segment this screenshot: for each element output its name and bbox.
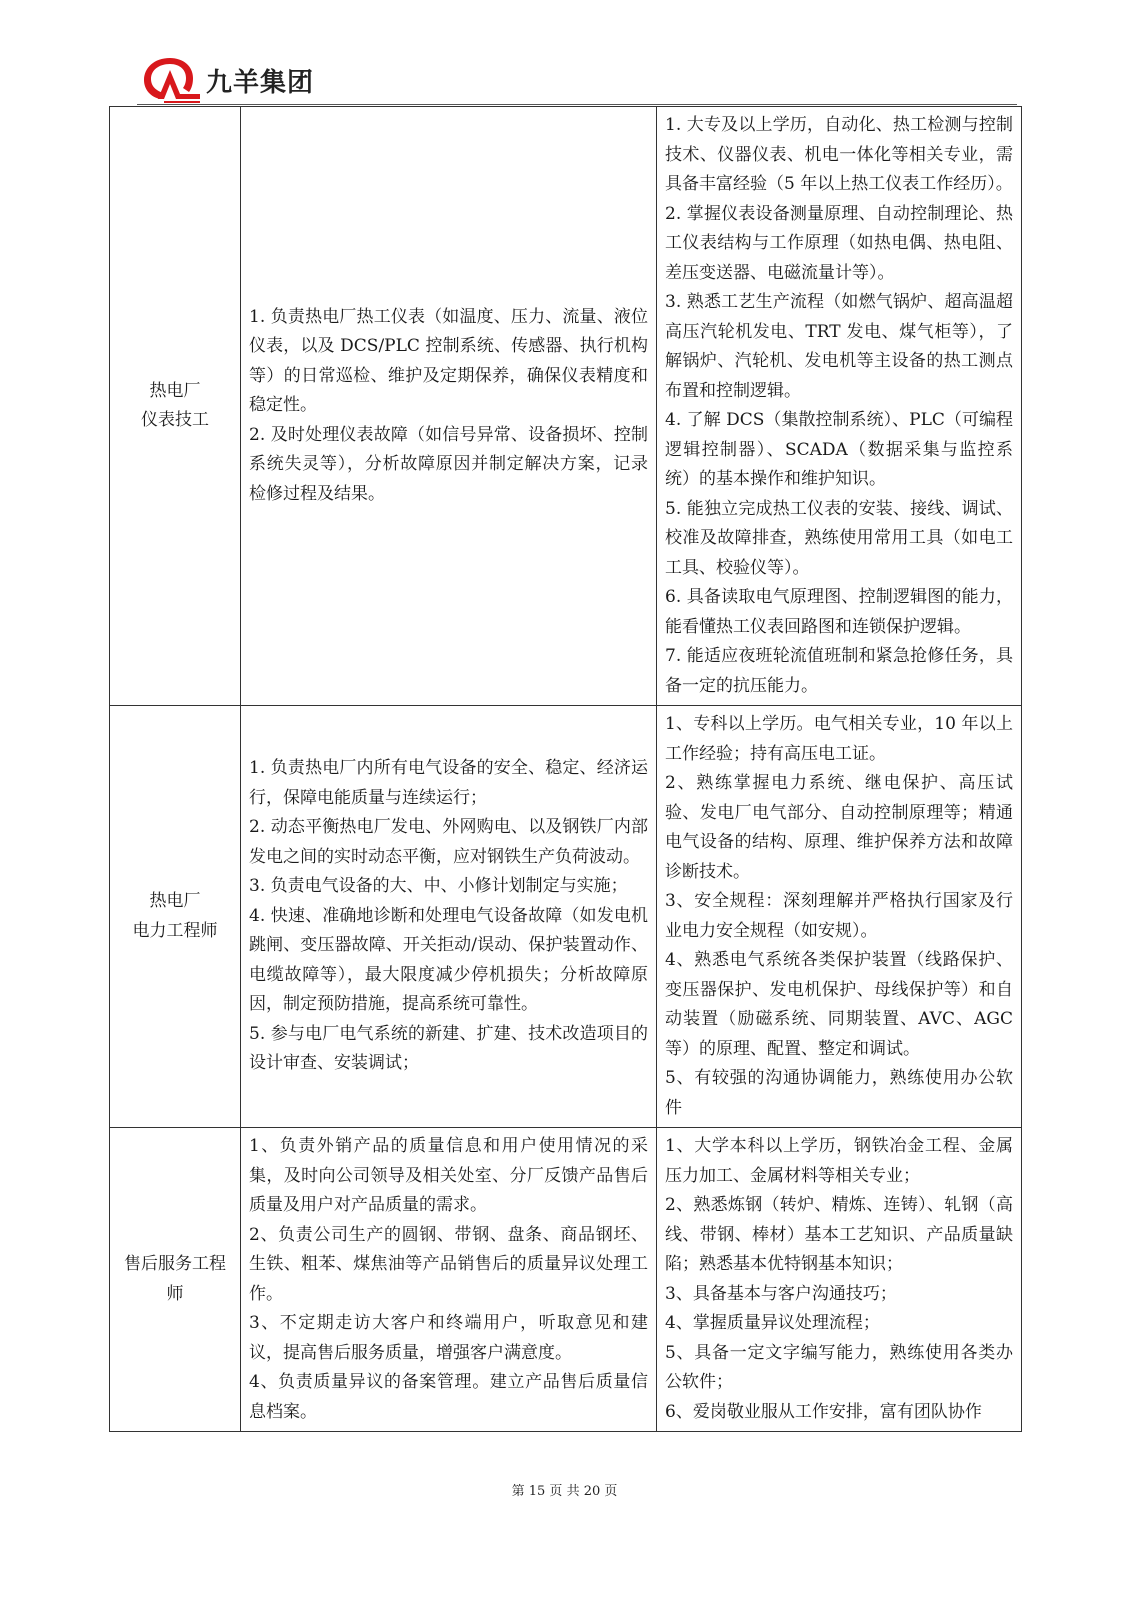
- requirement-item: 2、熟悉炼钢（转炉、精炼、连铸）、轧钢（高线、带钢、棒材）基本工艺知识、产品质量缺陷；熟悉基本优特钢基本知识；: [665, 1195, 1013, 1274]
- table-row: [110, 107, 1022, 706]
- duty-item: 1. 负责热电厂热工仪表（如温度、压力、流量、液位仪表，以及 DCS/PLC 控制系统、传感器、执行机构等）的日常巡检、维护及定期保养，确保仪表精度和稳定性。: [249, 306, 648, 416]
- requirement-item: 3、安全规程：深刻理解并严格执行国家及行业电力安全规程（如安规）。: [665, 891, 1013, 941]
- job-requirements-cell: [657, 1128, 1022, 1432]
- job-title-line: 仪表技工: [141, 410, 209, 430]
- requirement-item: 3、具备基本与客户沟通技巧；: [665, 1283, 897, 1304]
- requirement-item: 6、爱岗敬业服从工作安排，富有团队协作: [665, 1401, 982, 1422]
- duty-item: 1. 负责热电厂内所有电气设备的安全、稳定、经济运行，保障电能质量与连续运行；: [249, 758, 648, 808]
- requirement-item: 5. 能独立完成热工仪表的安装、接线、调试、校准及故障排查，熟练使用常用工具（如电工工具、校验仪等）。: [665, 498, 1013, 578]
- requirement-item: 6. 具备读取电气原理图、控制逻辑图的能力，能看懂热工仪表回路图和连锁保护逻辑。: [665, 587, 1013, 637]
- job-requirements-cell: [657, 706, 1022, 1128]
- table-row: [110, 706, 1022, 1128]
- job-title-line: 热电厂: [149, 891, 201, 911]
- duty-item: 2、负责公司生产的圆钢、带钢、盘条、商品钢坯、生铁、粗苯、煤焦油等产品销售后的质量异议处理工作。: [249, 1224, 648, 1304]
- page-number: 第 15 页 共 20 页: [511, 1484, 618, 1499]
- requirement-item: 5、具备一定文字编写能力，熟练使用各类办公软件；: [665, 1342, 1013, 1392]
- job-duties-cell: [241, 1128, 657, 1432]
- duty-item: 1、负责外销产品的质量信息和用户使用情况的采集，及时向公司领导及相关处室、分厂反馈产品售后质量及用户对产品质量的需求。: [249, 1136, 648, 1215]
- job-title-line: 热电厂: [149, 380, 201, 401]
- requirement-item: 1. 大专及以上学历，自动化、热工检测与控制技术、仪器仪表、机电一体化等相关专业，需具备丰富经验（5 年以上热工仪表工作经历）。: [665, 115, 1013, 194]
- requirement-item: 1、专科以上学历。电气相关专业，10 年以上工作经验；持有高压电工证。: [665, 714, 1013, 764]
- duty-item: 3、不定期走访大客户和终端用户，听取意见和建议，提高售后服务质量，增强客户满意度。: [249, 1313, 648, 1363]
- requirement-item: 4、掌握质量异议处理流程；: [665, 1313, 880, 1333]
- duty-item: 4、负责质量异议的备案管理。建立产品售后质量信息档案。: [249, 1372, 648, 1422]
- requirement-item: 2、熟练掌握电力系统、继电保护、高压试验、发电厂电气部分、自动控制原理等；精通电气设备的结构、原理、维护保养方法和故障诊断技术。: [665, 773, 1013, 882]
- requirement-item: 1、大学本科以上学历，钢铁冶金工程、金属压力加工、金属材料等相关专业；: [665, 1136, 1013, 1186]
- job-title-line: 售后服务工程: [124, 1254, 226, 1274]
- table-row: [110, 1128, 1022, 1432]
- job-duties-cell: [241, 706, 657, 1128]
- job-duties-cell: [241, 107, 657, 706]
- page-header: [140, 52, 1020, 104]
- requirement-item: 7. 能适应夜班轮流值班制和紧急抢修任务，具备一定的抗压能力。: [665, 646, 1013, 696]
- duty-item: 5. 参与电厂电气系统的新建、扩建、技术改造项目的设计审查、安装调试；: [249, 1023, 648, 1074]
- job-table: [109, 106, 1022, 1432]
- duty-item: 2. 动态平衡热电厂发电、外网购电、以及钢铁厂内部发电之间的实时动态平衡，应对钢铁生产负荷波动。: [249, 817, 648, 867]
- job-title-line: 师: [166, 1283, 184, 1304]
- requirement-item: 4、熟悉电气系统各类保护装置（线路保护、变压器保护、发电机保护、母线保护等）和自动装置（励磁系统、同期装置、AVC、AGC等）的原理、配置、整定和调试。: [665, 950, 1013, 1059]
- requirement-item: 2. 掌握仪表设备测量原理、自动控制理论、热工仪表结构与工作原理（如热电偶、热电阻、差压变送器、电磁流量计等）。: [665, 203, 1013, 283]
- requirement-item: 4. 了解 DCS（集散控制系统）、PLC（可编程逻辑控制器）、SCADA（数据采集与监控系统）的基本操作和维护知识。: [665, 410, 1013, 489]
- brand-name: 九羊集团: [206, 68, 315, 98]
- jiuyang-logo-icon: [140, 52, 204, 104]
- job-requirements-cell: [657, 107, 1022, 706]
- requirement-item: 3. 熟悉工艺生产流程（如燃气锅炉、超高温超高压汽轮机发电、TRT 发电、煤气柜等），了解锅炉、汽轮机、发电机等主设备的热工测点布置和控制逻辑。: [665, 292, 1013, 401]
- requirement-item: 5、有较强的沟通协调能力，熟练使用办公软件: [665, 1068, 1013, 1118]
- job-title-cell: [110, 706, 241, 1128]
- duty-item: 3. 负责电气设备的大、中、小修计划制定与实施；: [249, 876, 628, 897]
- job-title-cell: [110, 1128, 241, 1432]
- duty-item: 2. 及时处理仪表故障（如信号异常、设备损坏、控制系统失灵等），分析故障原因并制定解决方案，记录检修过程及结果。: [249, 424, 648, 504]
- header-divider: [137, 104, 1017, 105]
- job-title-cell: [110, 107, 241, 706]
- duty-item: 4. 快速、准确地诊断和处理电气设备故障（如发电机跳闸、变压器故障、开关拒动/误动、保护装置动作、电缆故障等），最大限度减少停机损失；分析故障原因，制定预防措施，提高系统可靠性。: [249, 905, 648, 1015]
- job-title-line: 电力工程师: [132, 920, 218, 941]
